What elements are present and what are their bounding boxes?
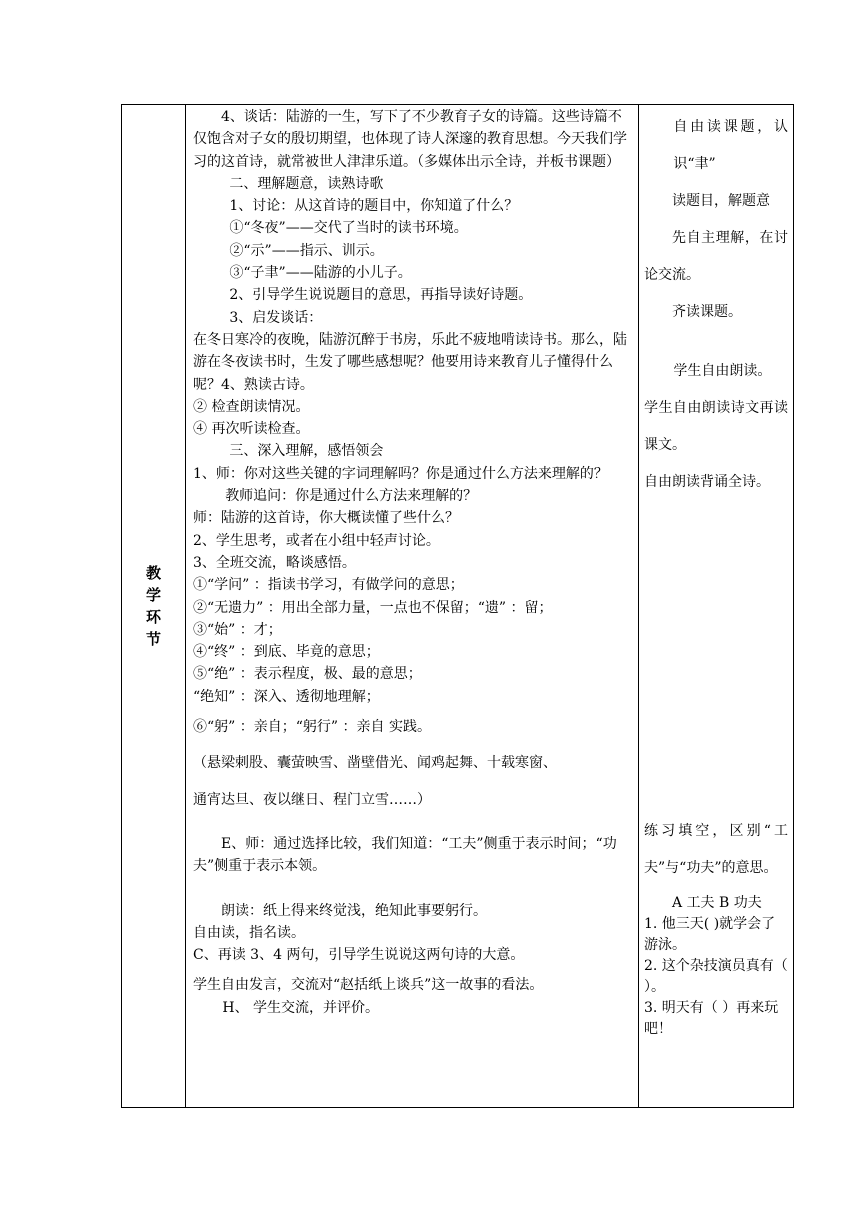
teaching-content bbox=[186, 105, 638, 1019]
content-paragraph: ② 检查朗读情况。 bbox=[193, 398, 310, 415]
table-row bbox=[122, 105, 794, 1108]
content-paragraph: 通宵达旦、夜以继日、程门立雪……） bbox=[193, 791, 431, 808]
content-paragraph: 朗读：纸上得来终觉浅，绝知此事要躬行。 bbox=[221, 902, 487, 919]
teaching-content-cell bbox=[186, 105, 639, 1108]
content-paragraph: 2、引导学生说说题目的意思，再指导读好诗题。 bbox=[229, 287, 533, 304]
content-paragraph: ②“无遗力” ：用出全部力量，一点也不保留；“遗” ：留； bbox=[193, 599, 553, 616]
content-paragraph: 二、理解题意，读熟诗歌 bbox=[229, 175, 384, 192]
student-activity bbox=[639, 105, 793, 1040]
activity-paragraph: 先自主理解，在讨论交流。 bbox=[644, 230, 788, 283]
content-paragraph: ③“始” ：才； bbox=[193, 621, 282, 638]
content-paragraph: “绝知” ：深入、透彻地理解； bbox=[193, 688, 380, 705]
content-paragraph: 1、师：你对这些关键的字词理解吗？你是通过什么方法来理解的？ bbox=[193, 465, 608, 482]
activity-paragraph: 读题目，解题意 bbox=[672, 193, 770, 209]
activity-paragraph: 学生自由朗读诗文再读课文。 bbox=[644, 400, 788, 453]
activity-paragraph: 学生自由朗读。 bbox=[673, 363, 772, 379]
content-paragraph: H、 学生交流，并评价。 bbox=[222, 999, 380, 1016]
content-paragraph: 2、学生思考，或者在小组中轻声讨论。 bbox=[193, 532, 440, 549]
content-paragraph: 4、谈话：陆游的一生，写下了不少教育子女的诗篇。这些诗篇不仅饱含对子女的殷切期望，也体现了诗人深邃的教育思想。今天我们学习的这首诗，就常被世人津津乐道。（多媒体出示全诗，并板书课题） bbox=[193, 109, 627, 170]
student-activity-cell bbox=[639, 105, 794, 1108]
content-paragraph: 师：陆游的这首诗，你大概读懂了些什么？ bbox=[193, 510, 459, 527]
content-paragraph: ①“冬夜”——交代了当时的读书环境。 bbox=[229, 220, 468, 237]
content-paragraph: 学生自由发言，交流对“赵括纸上谈兵”这一故事的看法。 bbox=[193, 977, 544, 994]
activity-paragraph: 2. 这个杂技演员真有（ ）。 bbox=[644, 958, 788, 995]
activity-paragraph: A 工夫 B 功夫 bbox=[672, 895, 762, 911]
content-paragraph: E、师：通过选择比较，我们知道：“工夫”侧重于表示时间；“功夫”侧重于表示本领。 bbox=[193, 835, 617, 875]
content-paragraph: ①“学问” ：指读书学习，有做学问的意思； bbox=[193, 577, 464, 594]
content-paragraph: 教师追问：你是通过什么方法来理解的？ bbox=[225, 488, 478, 505]
content-paragraph: C、再读 3、4 两句，引导学生说说这两句诗的大意。 bbox=[193, 947, 525, 964]
activity-paragraph: 自由朗读背诵全诗。 bbox=[644, 474, 770, 490]
content-paragraph: 自由读，指名读。 bbox=[193, 924, 305, 941]
content-paragraph: 在冬日寒冷的夜晚，陆游沉醉于书房，乐此不疲地啃读诗书。那么，陆游在冬夜读书时，生发了哪些感想呢？他要用诗来教育儿子懂得什么呢？4、熟读古诗。 bbox=[193, 331, 627, 393]
content-paragraph: ③“子聿”——陆游的小儿子。 bbox=[229, 265, 412, 282]
content-paragraph: 三、深入理解，感悟领会 bbox=[229, 443, 384, 460]
activity-paragraph: 练习填空，区别“工夫”与“功夫”的意思。 bbox=[644, 823, 788, 876]
content-paragraph: ②“示”——指示、训示。 bbox=[229, 242, 384, 259]
content-paragraph: ⑥“躬” ：亲自；“躬行” ：亲自 实践。 bbox=[193, 719, 431, 736]
content-paragraph: 1、讨论：从这首诗的题目中，你知道了什么？ bbox=[229, 198, 519, 215]
activity-paragraph: 3. 明天有（ ）再来玩吧！ bbox=[644, 1000, 779, 1037]
content-paragraph: ④“终” ：到底、毕竟的意思； bbox=[193, 644, 380, 661]
activity-paragraph: 自由读课题，认识“聿” bbox=[673, 119, 788, 172]
content-paragraph: ④ 再次听读检查。 bbox=[193, 421, 310, 438]
section-label-cell bbox=[122, 105, 186, 1108]
activity-paragraph: 1. 他三天( )就学会了游泳。 bbox=[644, 916, 776, 953]
content-paragraph: （悬梁刺股、囊萤映雪、凿壁借光、闻鸡起舞、十载寒窗、 bbox=[193, 755, 557, 772]
section-label: 教学环节 bbox=[145, 564, 161, 648]
lesson-table bbox=[121, 104, 794, 1108]
content-paragraph: 3、全班交流，略谈感悟。 bbox=[193, 554, 356, 571]
content-paragraph: 3、启发谈话： bbox=[229, 309, 323, 326]
activity-paragraph: 齐读课题。 bbox=[672, 304, 742, 320]
content-paragraph: ⑤“绝” ：表示程度，极、最的意思； bbox=[193, 666, 422, 683]
